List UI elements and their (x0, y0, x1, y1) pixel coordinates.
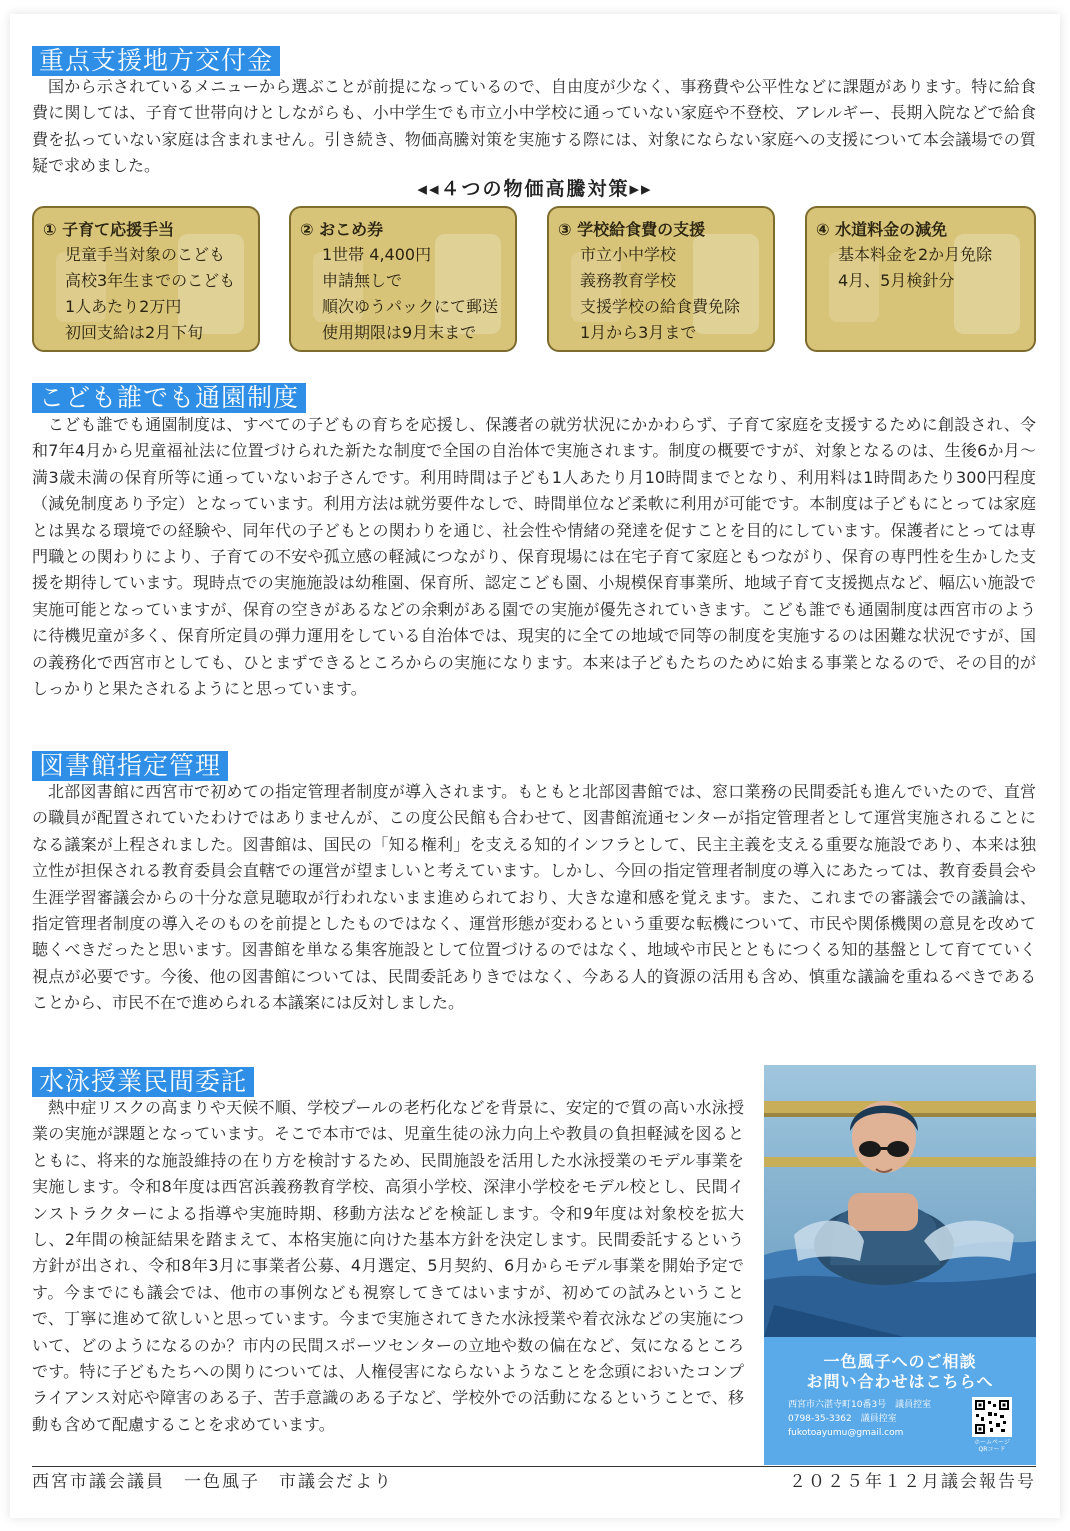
measure-card-title: ③ 学校給食費の支援 (558, 220, 706, 239)
measure-card-line: 1世帯 4,400円 (322, 245, 432, 264)
measure-card-line: 使用期限は9月末まで (322, 323, 477, 342)
qr-code-graphic (974, 1399, 1010, 1435)
measure-card-line: 初回支給は2月下旬 (65, 323, 204, 342)
footer-right: ２０２５年１２月議会報告号 (789, 1472, 1036, 1492)
measure-card-2 (289, 206, 517, 352)
measure-card-line: 1人あたり2万円 (65, 297, 182, 316)
measure-card-line: 4月、5月検針分 (838, 271, 955, 290)
measure-card-line: 高校3年生までのこども (65, 271, 236, 290)
section-text-nursery: こども誰でも通園制度は、すべての子どもの育ちを応援し、保護者の就労状況にかかわらず、子育て家庭を支援するために創設され、令和7年4月から児童福祉法に位置づけられた新たな制度で全国の自治体で実施されます。制度の概要ですが、対象となるのは、生後6か月～満3歳未満の保育所等に通っていないお子さんです。利用時間は子ども1人あたり月10時間までとなり、利用料は1時間あたり300円程度（減免制度あり予定）となっています。利用方法は就労要件なしで、時間単位など柔軟に利用が可能です。本制度は子どもにとっては家庭とは異なる環境での経験や、同年代の子どもとの関わりを通じ、社会性や情緒の発達を促すことを目的にしています。保護者にとっては専門職との関わりにより、子育ての不安や孤立感の軽減につながり、保育現場には在宅子育て家庭ともつながり、保育の専門性を生かした支援を期待しています。現時点での実施施設は幼稚園、保育所、認定こども園、小規模保育事業所、地域子育て支援拠点など、幅広い施設で実施可能となっていますが、保育の空きがあるなどの余剰がある園での実施が優先されていきます。こども誰でも通園制度は西宮市のように待機児童が多く、保育所定員の弾力運用をしている自治体では、現実的に全ての地域で同等の制度を実施するのは困難な状況ですが、国の義務化で西宮市としても、ひとまずできるところからの実施になります。本来は子どもたちのために始まる事業となるので、その目的がしっかりと果たされるようにと思っています。 (32, 415, 1036, 699)
measure-card-line: 支援学校の給食費免除 (580, 297, 741, 316)
measure-card-title: ① 子育て応援手当 (43, 220, 175, 239)
measure-card-title: ④ 水道料金の減免 (816, 220, 948, 239)
measure-card-line: 順次ゆうパックにて郵送 (322, 297, 499, 316)
measures-title: ◂◂４つの物価高騰対策▸▸ (417, 178, 653, 200)
section-text-swimming: 熱中症リスクの高まりや天候不順、学校プールの老朽化などを背景に、安定的で質の高い水泳授業の実施が課題となっています。そこで本市では、児童生徒の泳力向上や教員の負担軽減を図るとともに、将来的な施設維持の在り方を検討するため、民間施設を活用した水泳授業のモデル事業を実施します。令和8年度は西宮浜義務教育学校、高須小学校、深津小学校をモデル校とし、民間インストラクターによる指導や実施時期、移動方法などを検証します。令和9年度は対象校を拡大し、2年間の検証結果を踏まえて、本格実施に向けた基本方針を決定します。民間委託するという方針が出され、令和8年3月に事業者公募、4月選定、5月契約、6月からモデル事業を開始予定です。今までにも議会では、他市の事例なども視察してきてはいますが、初めての試みということで、丁寧に進めて欲しいと思っています。今まで実施されてきた水泳授業や着衣泳などの実施について、どのようになるのか？市内の民間スポーツセンターの立地や数の偏在など、気になるところです。特に子どもたちへの関りについては、人権侵害にならないようなことを念頭においたコンプライアンス対応や障害のある子、苦手意識のある子など、学校外での活動になるということで、移動も含めて配慮することを求めています。 (32, 1098, 744, 1434)
swimmer-picture (764, 1065, 1036, 1337)
qr-label (966, 1439, 1018, 1453)
measure-card-4 (805, 206, 1036, 352)
contact-box (764, 1337, 1036, 1465)
swimmer-illustration (764, 1065, 1036, 1337)
measure-card-line: 申請無しで (322, 271, 403, 290)
section-heading-subsidy: 重点支援地方交付金 (32, 46, 280, 76)
section-text-library: 北部図書館に西宮市で初めての指定管理者制度が導入されます。もともと北部図書館では、窓口業務の民間委託も進んでいたので、直営の職員が配置されていたわけではありませんが、この度公民館も合わせて、図書館流通センターが指定管理者として運営実施されることになる議案が上程されました。図書館は、国民の「知る権利」を支える知的インフラとして、民主主義を支える重要な施設であり、本来は独立性が担保される教育委員会直轄での運営が望ましいと考えています。しかし、今回の指定管理者制度の導入にあたっては、教育委員会や生涯学習審議会からの十分な意見聴取が行われないまま進められており、大きな違和感を覚えます。また、これまでの審議会での議論は、指定管理者制度の導入そのものを前提としたものではなく、運営形態が変わるという重要な転機について、市民や関係機関の意見を改めて聴くべきだったと思います。図書館を単なる集客施設として位置づけるのではなく、地域や市民とともにつくる知的基盤として育てていく視点が必要です。今後、他の図書館については、民間委託ありきではなく、今ある人的資源の活用も含め、慎重な議論を重ねるべきであることから、市民不在で進められる本議案には反対しました。 (32, 782, 1036, 1013)
measure-card-line: 児童手当対象のこども (65, 245, 226, 264)
measure-card-line: 市立小中学校 (580, 245, 677, 264)
measure-card-line: 1月から3月まで (580, 323, 697, 342)
section-text-subsidy: 国から示されているメニューから選ぶことが前提になっているので、自由度が少なく、事務費や公平性などに課題があります。特に給食費に関しては、子育て世帯向けとしながらも、小中学生でも市立小中学校に通っていない家庭や不登校、アレルギー、長期入院などで給食費を払っていない家庭は含まれません。引き続き、物価高騰対策を実施する際には、対象にならない家庭への支援について本会議場での質疑で求めました。 (32, 77, 1036, 176)
section-heading-nursery: こども誰でも通園制度 (32, 383, 306, 413)
measure-card-line: 義務教育学校 (580, 271, 677, 290)
measure-card-line: 基本料金を2か月免除 (838, 245, 993, 264)
qr-label-line-1: ホームページ (974, 1439, 1010, 1446)
measure-card-1 (32, 206, 260, 352)
qr-code-icon[interactable] (972, 1397, 1012, 1437)
qr-label-line-2: QRコード (978, 1446, 1006, 1453)
section-heading-swimming: 水泳授業民間委託 (32, 1067, 254, 1097)
section-heading-library: 図書館指定管理 (32, 751, 228, 781)
measure-card-3 (547, 206, 775, 352)
contact-title-1: 一色風子へのご相談 (823, 1352, 977, 1371)
contact-title-2: お問い合わせはこちらへ (806, 1372, 994, 1391)
contact-phone: 0798-35-3362 議員控室 (788, 1414, 897, 1424)
footer-left: 西宮市議会議員 一色風子 市議会だより (32, 1472, 393, 1492)
contact-address: 西宮市六湛寺町10番3号 議員控室 (788, 1400, 932, 1410)
measure-card-title: ② おこめ券 (300, 220, 384, 239)
contact-email[interactable]: fukotoayumu@gmail.com (788, 1428, 904, 1438)
